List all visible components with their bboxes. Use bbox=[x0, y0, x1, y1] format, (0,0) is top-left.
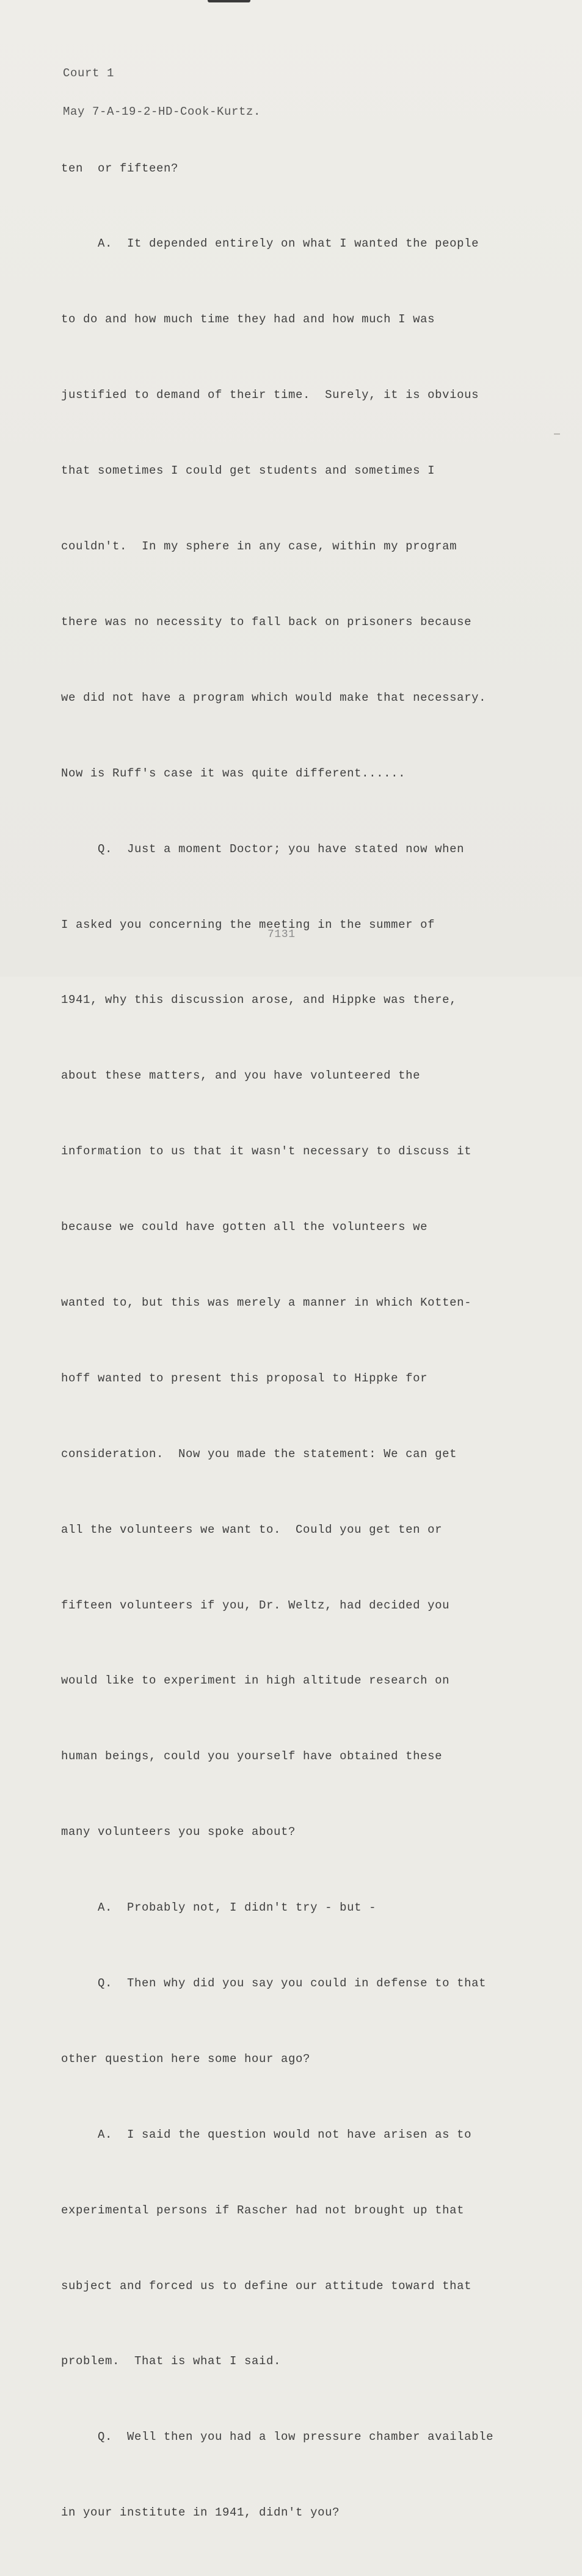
header-court: Court 1 bbox=[63, 67, 115, 80]
transcript-line: A. Probably not, I didn't try - but - bbox=[61, 1901, 377, 1915]
transcript-line: Q. Well then you had a low pressure chamber available bbox=[61, 2430, 494, 2444]
transcript-line: wanted to, but this was merely a manner in which Kotten- bbox=[61, 1295, 472, 1309]
transcript-line: A. It depended entirely on what I wanted the people bbox=[61, 237, 479, 251]
transcript-line: Now is Ruff's case it was quite different...... bbox=[61, 766, 406, 780]
transcript-line: because we could have gotten all the volunteers we bbox=[61, 1220, 428, 1234]
transcript-line: experimental persons if Rascher had not brought up that bbox=[61, 2203, 465, 2217]
header-reference: May 7-A-19-2-HD-Cook-Kurtz. bbox=[63, 105, 261, 118]
binding-mark bbox=[208, 0, 250, 2]
transcript-line: would like to experiment in high altitude research on bbox=[61, 1674, 450, 1688]
transcript-line: fifteen volunteers if you, Dr. Weltz, had decided you bbox=[61, 1598, 450, 1612]
transcript-line: Q. Just a moment Doctor; you have stated now when bbox=[61, 842, 465, 856]
transcript-body bbox=[61, 106, 493, 2576]
transcript-line: we did not have a program which would make that necessary. bbox=[61, 690, 487, 704]
transcript-line: problem. That is what I said. bbox=[61, 2354, 282, 2368]
transcript-line: human beings, could you yourself have obtained these bbox=[61, 1749, 443, 1764]
transcript-line: Q. Then why did you say you could in defense to that bbox=[61, 1976, 487, 1990]
transcript-line: other question here some hour ago? bbox=[61, 2052, 311, 2066]
transcript-line: all the volunteers we want to. Could you get ten or bbox=[61, 1522, 443, 1536]
transcript-line: ten or fifteen? bbox=[61, 161, 179, 175]
page-number: 7131 bbox=[267, 928, 296, 941]
transcript-line: couldn't. In my sphere in any case, within my program bbox=[61, 540, 457, 554]
transcript-line: there was no necessity to fall back on prisoners because bbox=[61, 615, 472, 629]
transcript-line: A. I said the question would not have arisen as to bbox=[61, 2127, 472, 2141]
transcript-line: information to us that it wasn't necessary to discuss it bbox=[61, 1145, 472, 1159]
transcript-line: I asked you concerning the meeting in the summer of bbox=[61, 917, 435, 932]
transcript-line: about these matters, and you have volunteered the bbox=[61, 1069, 421, 1083]
transcript-line: that sometimes I could get students and sometimes I bbox=[61, 464, 435, 478]
transcript-line: 1941, why this discussion arose, and Hippke was there, bbox=[61, 993, 457, 1007]
transcript-line: subject and forced us to define our attitude toward that bbox=[61, 2279, 472, 2293]
transcript-line: consideration. Now you made the statement: We can get bbox=[61, 1447, 457, 1461]
transcript-line: to do and how much time they had and how much I was bbox=[61, 313, 435, 327]
transcript-line: hoff wanted to present this proposal to Hippke for bbox=[61, 1371, 428, 1385]
transcript-line: in your institute in 1941, didn't you? bbox=[61, 2506, 340, 2520]
margin-mark bbox=[554, 433, 560, 435]
transcript-line: justified to demand of their time. Surely, it is obvious bbox=[61, 388, 479, 402]
transcript-line: many volunteers you spoke about? bbox=[61, 1825, 296, 1839]
